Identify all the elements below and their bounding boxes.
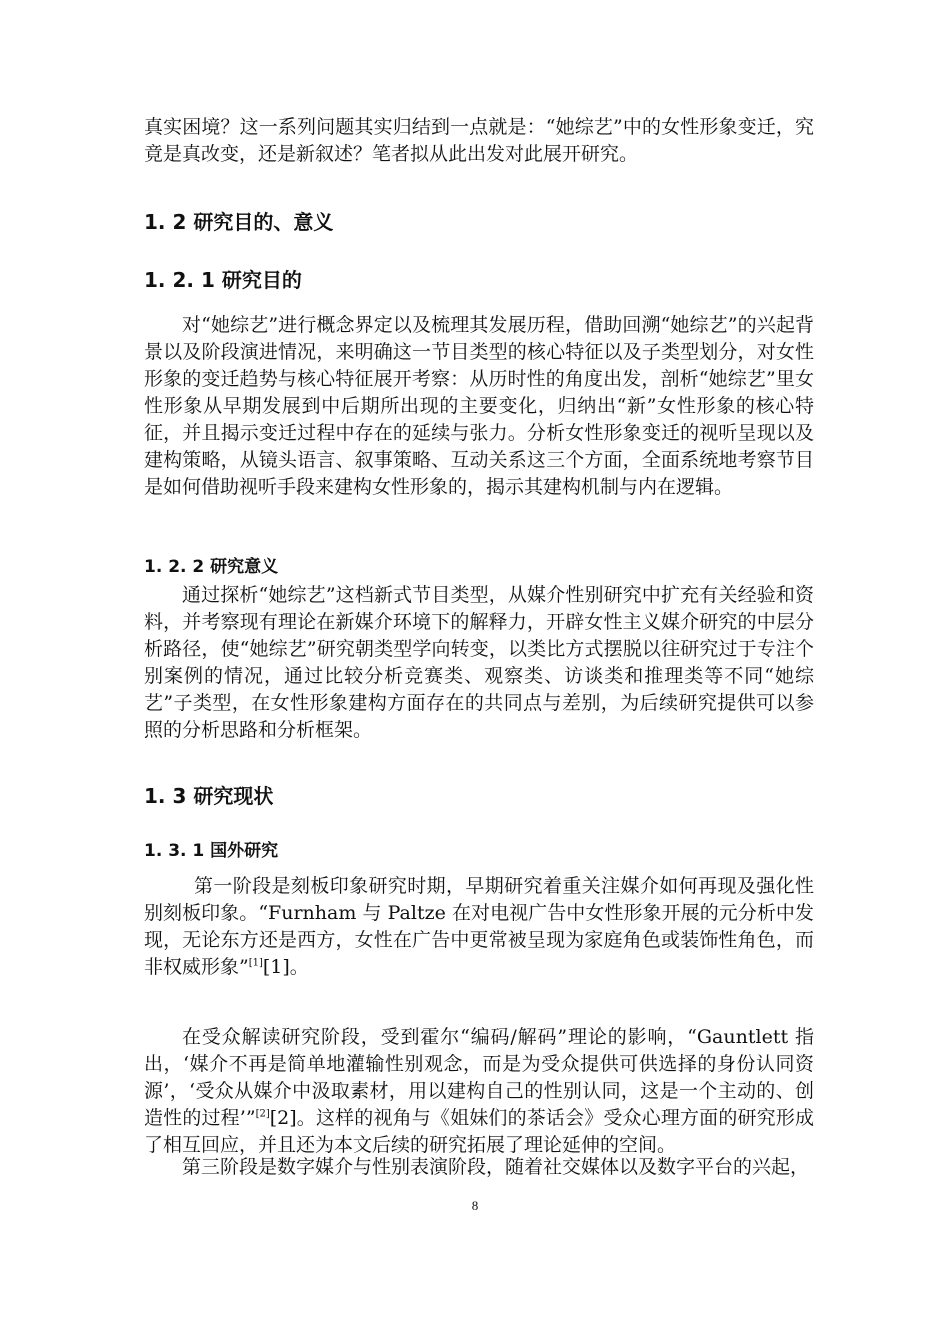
citation-superscript: [2]: [255, 1108, 270, 1120]
section-heading-1-2-2: 1. 2. 2 研究意义: [144, 557, 279, 577]
citation-superscript: [1]: [248, 957, 263, 969]
page-number: 8: [471, 1198, 479, 1213]
section-heading-1-2: 1. 2 研究目的、意义: [144, 210, 334, 234]
body-paragraph-audience-stage: [144, 1024, 814, 1159]
body-paragraph-research-purpose: 对“她综艺”进行概念界定以及梳理其发展历程，借助回溯“她综艺”的兴起背景以及阶段演进情况，来明确这一节目类型的核心特征以及子类型划分，对女性形象的变迁趋势与核心特征展开考察：从历时性的角度出发，剖析“她综艺”里女性形象从早期发展到中后期所出现的主要变化，归纳出“新”女性形象的核心特征，并且揭示变迁过程中存在的延续与张力。分析女性形象变迁的视听呈现以及建构策略，从镜头语言、叙事策略、互动关系这三个方面，全面系统地考察节目是如何借助视听手段来建构女性形象的，揭示其建构机制与内在逻辑。: [144, 314, 814, 498]
section-heading-1-2-1: 1. 2. 1 研究目的: [144, 268, 302, 292]
paragraph-text: 在受众解读研究阶段，受到霍尔“编码/解码”理论的影响，“Gauntlett 指出，‘媒介不再是简单地灌输性别观念，而是为受众提供可供选择的身份认同资源’，‘受众从媒介中汲取素材，用以建构自己的性别认同，这是一个主动的、创造性的过程’”: [144, 1026, 814, 1129]
body-paragraph-stereotype-stage: [144, 873, 814, 981]
citation-reference: [2]。这样的视角与《姐妹们的茶话会》受众心理方面的研究形成了相互回应，并且还为本文后续的研究拓展了理论延伸的空间。: [144, 1107, 814, 1156]
section-heading-1-3: 1. 3 研究现状: [144, 784, 274, 808]
section-heading-1-3-1: 1. 3. 1 国外研究: [144, 841, 279, 861]
citation-reference: [1]。: [262, 956, 309, 978]
body-paragraph-research-significance: 通过探析“她综艺”这档新式节目类型，从媒介性别研究中扩充有关经验和资料，并考察现有理论在新媒介环境下的解释力，开辟女性主义媒介研究的中层分析路径，使“她综艺”研究朝类型学向转变，以类比方式摆脱以往研究过于专注个别案例的情况，通过比较分析竞赛类、观察类、访谈类和推理类等不同“她综艺”子类型，在女性形象建构方面存在的共同点与差别，为后续研究提供可以参照的分析思路和分析框架。: [144, 584, 814, 741]
continuation-paragraph: 真实困境？这一系列问题其实归结到一点就是：“她综艺”中的女性形象变迁，究竟是真改变，还是新叙述？笔者拟从此出发对此展开研究。: [144, 116, 814, 165]
body-paragraph-digital-stage: 第三阶段是数字媒介与性别表演阶段，随着社交媒体以及数字平台的兴起，: [182, 1156, 810, 1178]
paragraph-text: 第一阶段是刻板印象研究时期，早期研究着重关注媒介如何再现及强化性别刻板印象。“Furnham 与 Paltze 在对电视广告中女性形象开展的元分析中发现，无论东方还是西方，女性在广告中更常被呈现为家庭角色或装饰性角色，而非权威形象”: [144, 875, 814, 978]
